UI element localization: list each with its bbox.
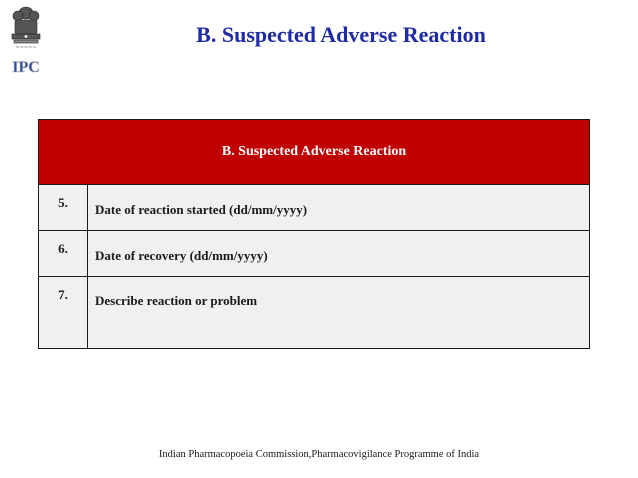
row-number: 5. <box>39 185 88 230</box>
footer-text: Indian Pharmacopoeia Commission,Pharmacovigilance Programme of India <box>158 449 480 460</box>
row-number: 6. <box>39 231 88 276</box>
table-row <box>39 230 589 276</box>
row-number: 7. <box>39 277 88 348</box>
row-label: Date of recovery (dd/mm/yyyy) <box>95 248 268 263</box>
adverse-reaction-form-table <box>38 119 590 349</box>
svg-text:~~~~~: ~~~~~ <box>15 45 37 51</box>
ipc-logo-text: IPC <box>12 59 40 76</box>
table-row <box>39 276 589 348</box>
row-label: Describe reaction or problem <box>95 293 258 308</box>
row-label: Date of reaction started (dd/mm/yyyy) <box>95 202 308 217</box>
table-header: B. Suspected Adverse Reaction <box>39 120 589 184</box>
table-row <box>39 184 589 230</box>
slide-title: B. Suspected Adverse Reaction <box>196 22 486 47</box>
